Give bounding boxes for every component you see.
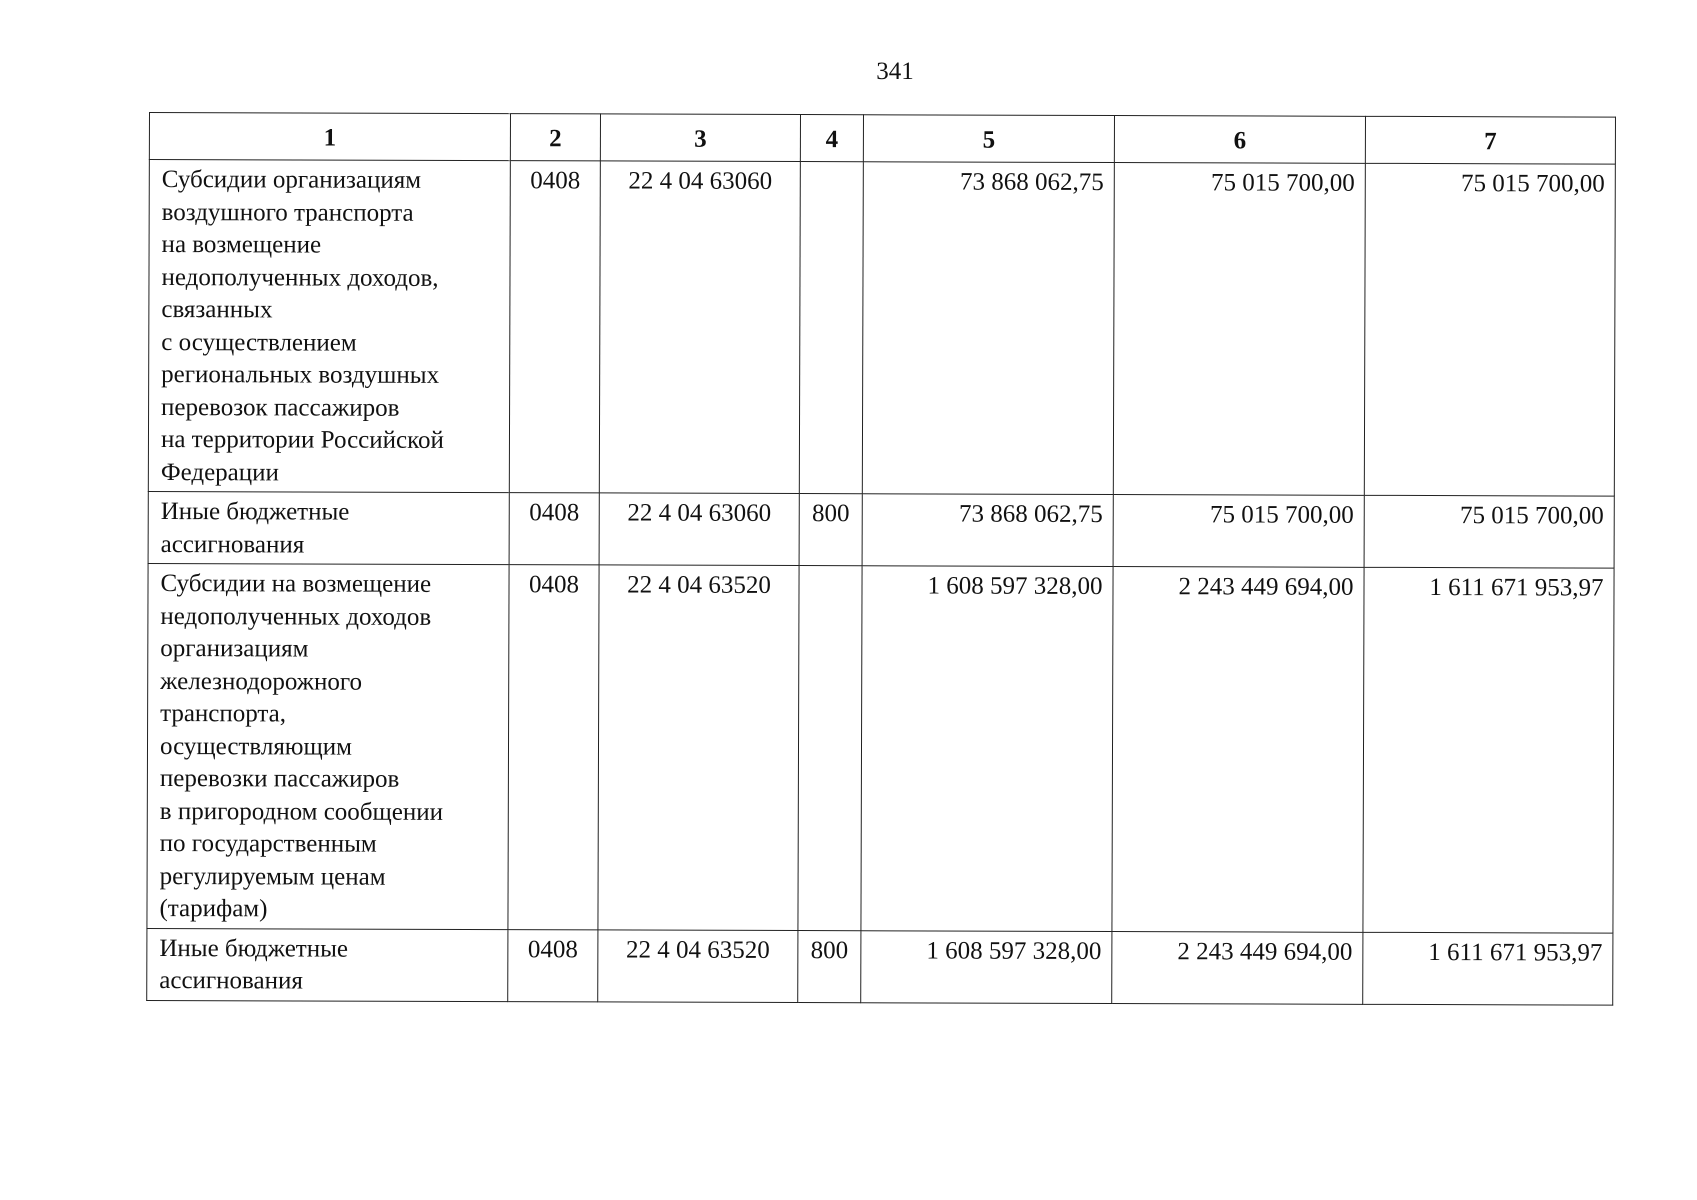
row-name-line: с осуществлением	[161, 328, 357, 357]
row-name-cell	[148, 160, 510, 493]
amount-col7-cell: 1 611 671 953,97	[1363, 567, 1614, 932]
amount-col5-cell: 73 868 062,75	[862, 494, 1113, 567]
header-row	[149, 113, 1615, 165]
amount-col7-cell: 75 015 700,00	[1364, 495, 1614, 568]
column-header-6: 6	[1114, 116, 1365, 164]
column-header-3: 3	[600, 114, 800, 162]
budget-table	[146, 112, 1616, 1005]
row-name-line: железнодорожного	[160, 667, 363, 696]
row-name-line: Субсидии на возмещение	[160, 570, 432, 598]
target-code-cell: 22 4 04 63520	[598, 929, 798, 1002]
row-name-line: (тарифам)	[159, 895, 268, 923]
table-row	[147, 928, 1613, 1005]
amount-col5-cell: 73 868 062,75	[862, 162, 1114, 495]
type-code-cell	[798, 566, 862, 931]
amount-col6-cell: 2 243 449 694,00	[1112, 931, 1363, 1004]
section-code-cell: 0408	[508, 565, 599, 930]
target-code-cell: 22 4 04 63060	[599, 161, 800, 494]
row-name-cell	[148, 491, 509, 564]
row-name-line: связанных	[161, 296, 273, 324]
amount-col7-cell: 75 015 700,00	[1364, 163, 1615, 496]
amount-col6-cell: 75 015 700,00	[1113, 163, 1365, 496]
row-name-line: по государственным	[159, 830, 377, 858]
page-number: 341	[876, 58, 914, 85]
column-header-4: 4	[800, 115, 863, 162]
row-name-line: ассигнования	[160, 530, 305, 558]
table-row	[148, 160, 1615, 497]
row-name-cell	[147, 563, 509, 929]
row-name-line: недополученных доходов,	[161, 263, 439, 292]
row-name-line: Субсидии организациям	[161, 166, 422, 194]
row-name-line: недополученных доходов	[160, 602, 432, 631]
table-row	[147, 563, 1614, 932]
section-code-cell: 0408	[508, 929, 598, 1001]
row-name-line: воздушного транспорта	[161, 198, 414, 227]
row-name-line: Иные бюджетные	[160, 498, 350, 526]
row-name-line: регулируемым ценам	[159, 862, 386, 891]
section-code-cell: 0408	[509, 161, 600, 493]
row-name-line: Иные бюджетные	[159, 934, 349, 963]
row-name-line: региональных воздушных	[161, 361, 440, 389]
type-code-cell: 800	[799, 494, 862, 566]
amount-col6-cell: 2 243 449 694,00	[1112, 567, 1364, 932]
amount-col6-cell: 75 015 700,00	[1113, 495, 1364, 568]
amount-col7-cell: 1 611 671 953,97	[1363, 932, 1613, 1005]
row-name-line: осуществляющим	[159, 732, 353, 761]
row-name-cell	[147, 928, 508, 1001]
amount-col5-cell: 1 608 597 328,00	[861, 566, 1113, 931]
row-name-line: на территории Российской	[160, 426, 444, 454]
target-code-cell: 22 4 04 63520	[598, 565, 799, 930]
column-header-2: 2	[510, 114, 600, 161]
type-code-cell: 800	[798, 930, 861, 1002]
row-name-line: организациям	[160, 635, 309, 663]
column-header-1: 1	[149, 113, 510, 161]
column-header-7: 7	[1365, 116, 1615, 164]
row-name-line: ассигнования	[159, 967, 303, 995]
row-name-line: перевозки пассажиров	[159, 765, 400, 793]
table-row	[148, 491, 1614, 568]
target-code-cell: 22 4 04 63060	[599, 493, 799, 566]
section-code-cell: 0408	[509, 493, 599, 565]
row-name-line: Федерации	[160, 458, 279, 486]
row-name-line: транспорта,	[160, 700, 287, 728]
row-name-line: в пригородном сообщении	[159, 797, 444, 826]
type-code-cell	[799, 162, 863, 494]
row-name-line: на возмещение	[161, 231, 322, 259]
column-header-5: 5	[863, 115, 1114, 163]
amount-col5-cell: 1 608 597 328,00	[861, 930, 1112, 1003]
row-name-line: перевозок пассажиров	[161, 393, 400, 422]
